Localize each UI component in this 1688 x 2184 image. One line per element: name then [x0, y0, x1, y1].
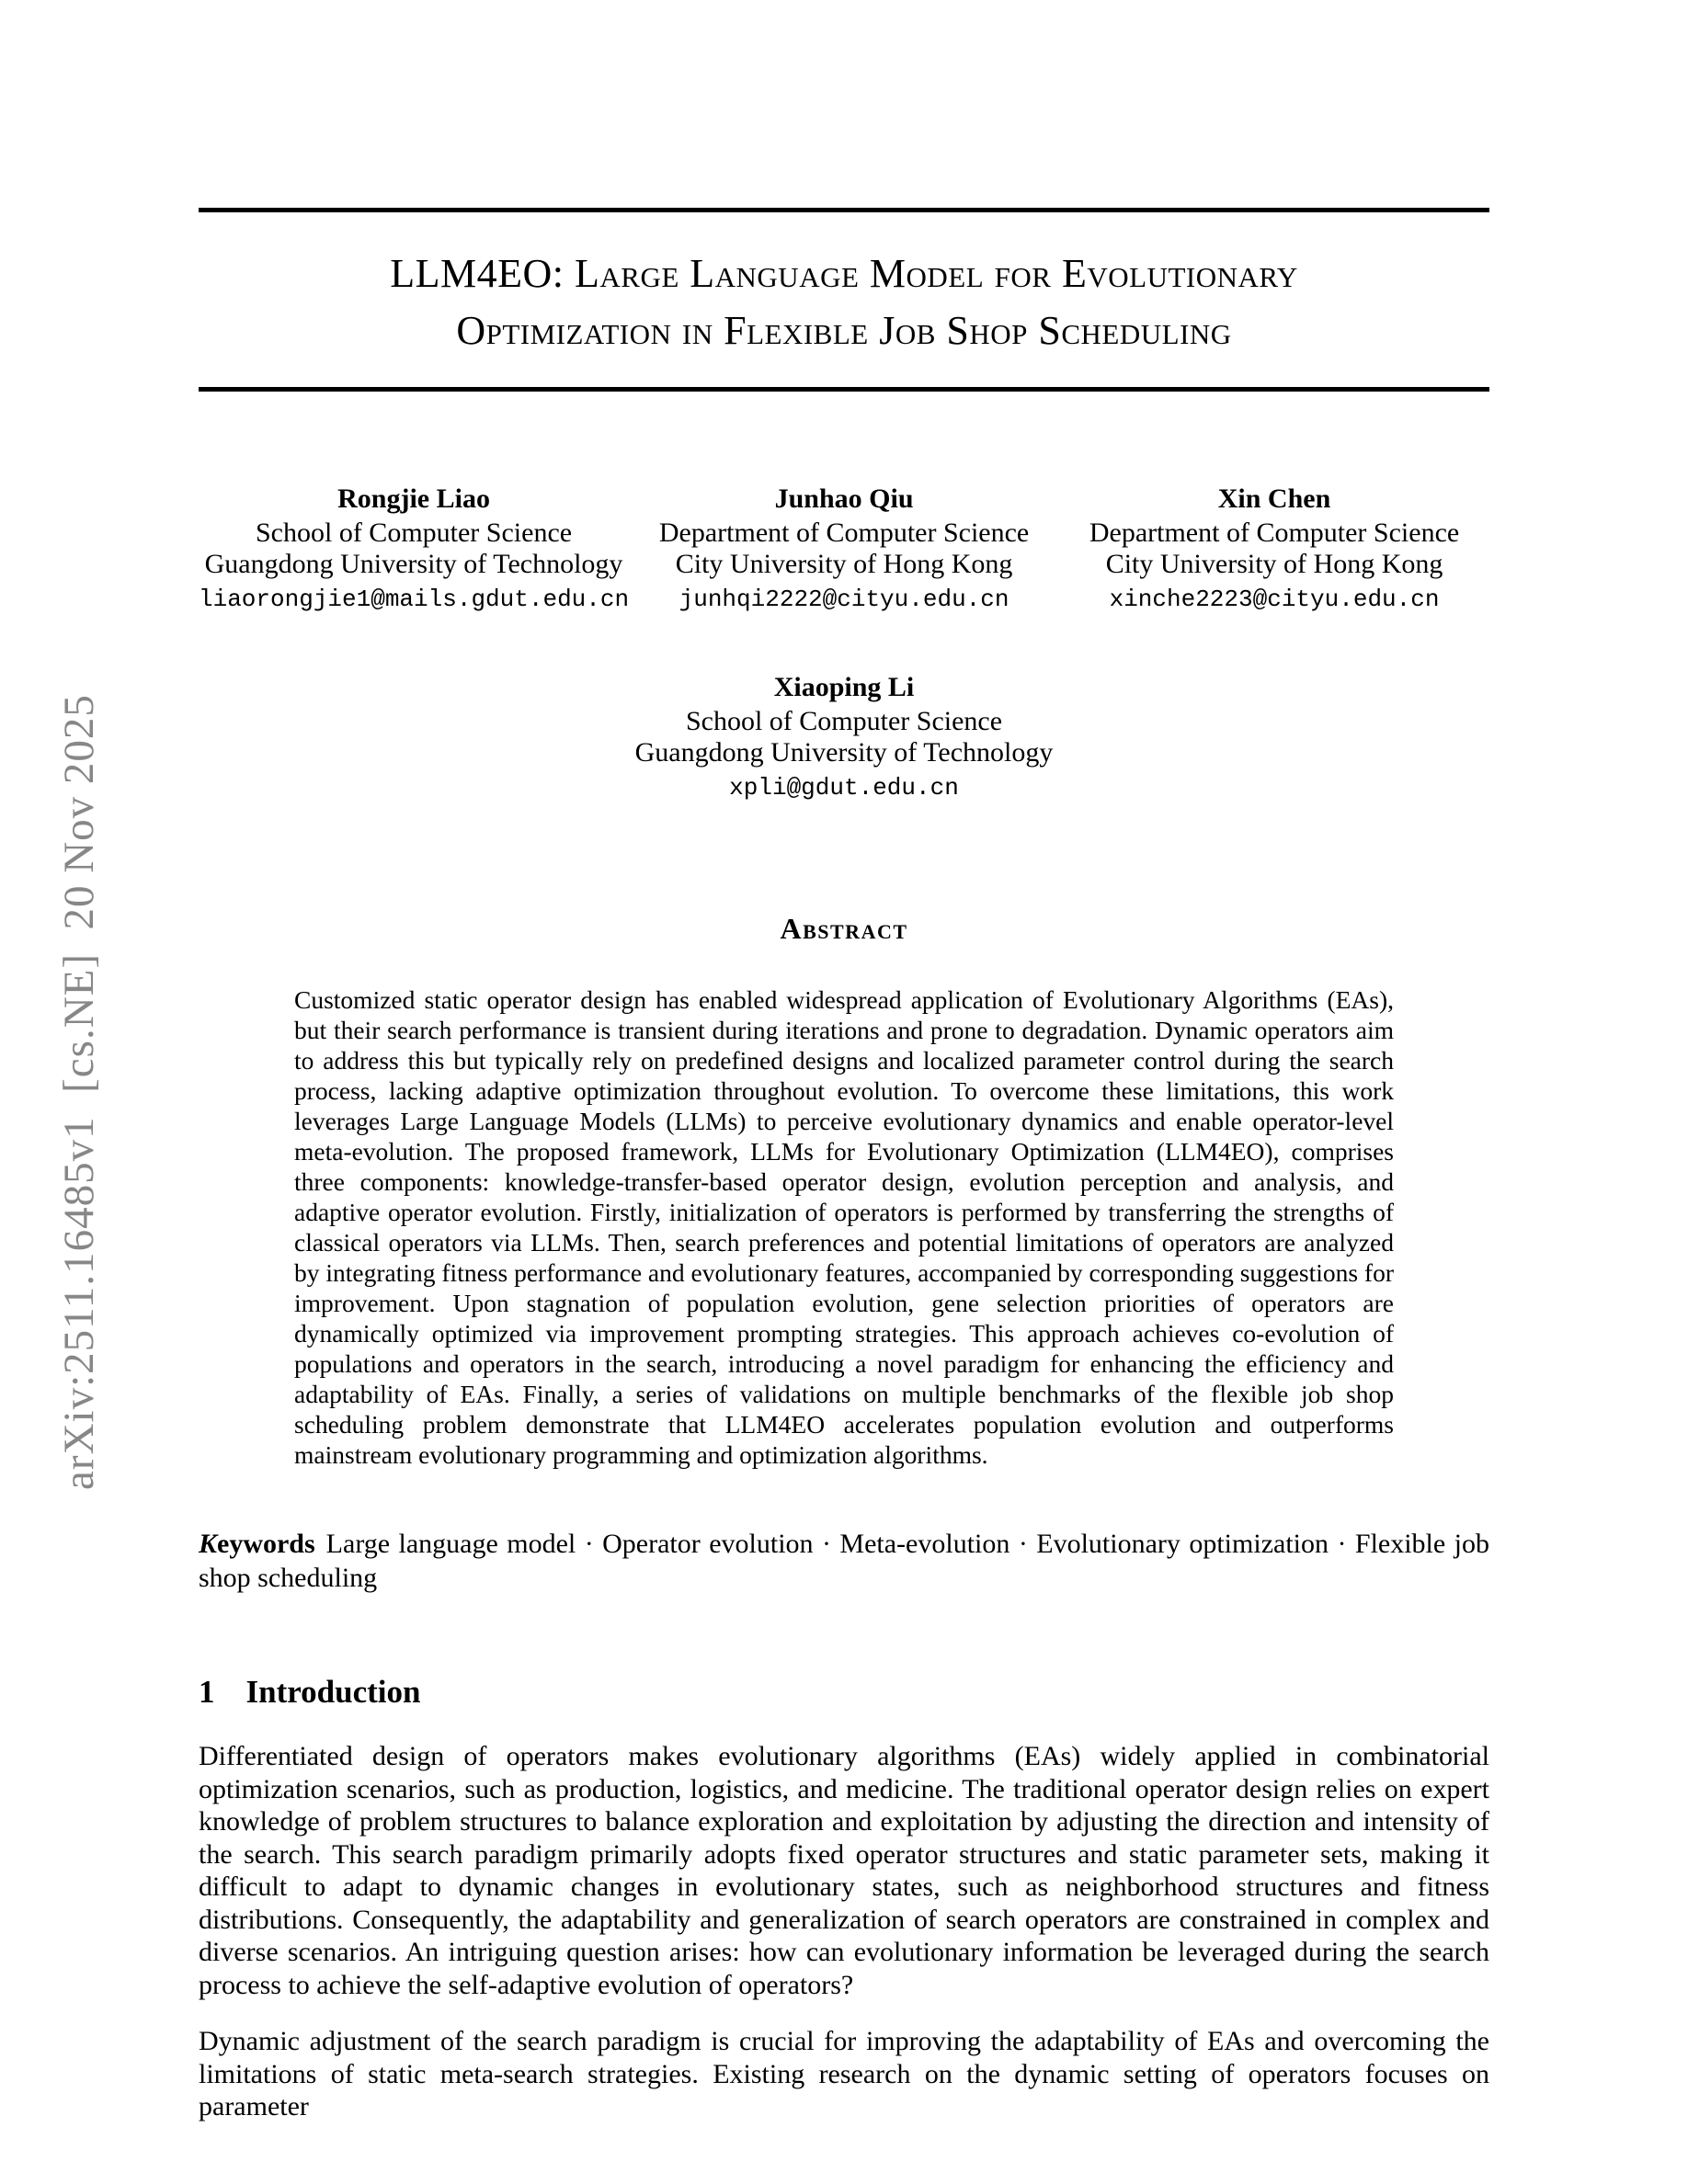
author-block-2	[629, 483, 1059, 615]
paper-title	[199, 245, 1489, 359]
keywords-block	[199, 1527, 1489, 1595]
section-title: Introduction	[245, 1674, 421, 1710]
abstract-heading: Abstract	[780, 912, 908, 945]
keywords-text: Large language model · Operator evolution · Meta-evolution · Evolutionary optimization · Flexible job shop scheduling	[199, 1529, 1489, 1593]
author-name: Xiaoping Li	[773, 672, 915, 702]
author-department: Department of Computer Science	[658, 518, 1030, 548]
author-name: Rongjie Liao	[337, 483, 490, 514]
arxiv-watermark-text: arXiv:2511.16485v1 [cs.NE] 20 Nov 2025	[55, 694, 103, 1490]
author-email: xinche2223@cityu.edu.cn	[1109, 586, 1440, 613]
author-email: liaorongjie1@mails.gdut.edu.cn	[199, 586, 630, 613]
author-block-4	[199, 672, 1489, 803]
author-university: City University of Hong Kong	[675, 549, 1013, 579]
abstract-text: Customized static operator design has enabled widespread application of Evolutionary Algorithms (EAs), but their search performance is transient during iterations and prone to degradation. Dynamic operators aim to address this but typically rely on predefined designs and localized parameter control during the search process, lacking adaptive optimization throughout evolution. To overcome these limitations, this work leverages Large Language Models (LLMs) to perceive evolutionary dynamics and enable operator-level meta-evolution. The proposed framework, LLMs for Evolutionary Optimization (LLM4EO), comprises three components: knowledge-transfer-based operator design, evolution perception and analysis, and adaptive operator evolution. Firstly, initialization of operators is performed by transferring the strengths of classical operators via LLMs. Then, search preferences and potential limitations of operators are analyzed by integrating fitness performance and evolutionary features, accompanied by corresponding suggestions for improvement. Upon stagnation of population evolution, gene selection priorities of operators are dynamically optimized via improvement prompting strategies. This approach achieves co-evolution of populations and operators in the search, introducing a novel paradigm for enhancing the efficiency and adaptability of EAs. Finally, a series of validations on multiple benchmarks of the flexible job shop scheduling problem demonstrate that LLM4EO accelerates population evolution and outperforms mainstream evolutionary programming and optimization algorithms.	[294, 985, 1394, 1469]
arxiv-watermark	[0, 0, 158, 2184]
author-email: junhqi2222@cityu.edu.cn	[679, 586, 1009, 613]
author-department: School of Computer Science	[255, 518, 573, 548]
paper-title-line1: LLM4EO: Large Language Model for Evolutionary	[390, 251, 1298, 296]
section-heading-introduction	[199, 1674, 1489, 1711]
author-email: xpli@gdut.edu.cn	[729, 774, 959, 802]
author-block-3	[1059, 483, 1489, 615]
author-name: Xin Chen	[1217, 483, 1331, 514]
author-block-1	[199, 483, 629, 615]
paper-content	[199, 0, 1489, 2123]
authors-row	[199, 483, 1489, 615]
author-university: Guangdong University of Technology	[634, 737, 1054, 768]
title-rule-bottom	[199, 387, 1489, 392]
paper-title-line2: Optimization in Flexible Job Shop Scheduling	[456, 308, 1232, 353]
author-name: Junhao Qiu	[774, 483, 914, 514]
title-rule-top	[199, 208, 1489, 212]
author-university: Guangdong University of Technology	[204, 549, 623, 579]
intro-paragraph-1: Differentiated design of operators makes evolutionary algorithms (EAs) widely applied in combinatorial optimization scenarios, such as production, logistics, and medicine. The traditional operator design relies on expert knowledge of problem structures to balance exploration and exploitation by adjusting the direction and intensity of the search. This search paradigm primarily adopts fixed operator structures and static parameter sets, making it difficult to adapt to dynamic changes in evolutionary states, such as neighborhood structures and fitness distributions. Consequently, the adaptability and generalization of search operators are constrained in complex and diverse scenarios. An intriguing question arises: how can evolutionary information be leveraged during the search process to achieve the self-adaptive evolution of operators?	[199, 1741, 1489, 2000]
keywords-label: Keywords	[199, 1529, 315, 1559]
author-university: City University of Hong Kong	[1105, 549, 1443, 579]
author-department: Department of Computer Science	[1089, 518, 1460, 548]
intro-paragraph-2: Dynamic adjustment of the search paradigm is crucial for improving the adaptability of EAs and overcoming the limitations of static meta-search strategies. Existing research on the dynamic setting of operators focuses on parameter	[199, 2026, 1489, 2121]
author-department: School of Computer Science	[685, 706, 1003, 736]
section-number: 1	[199, 1674, 215, 1710]
